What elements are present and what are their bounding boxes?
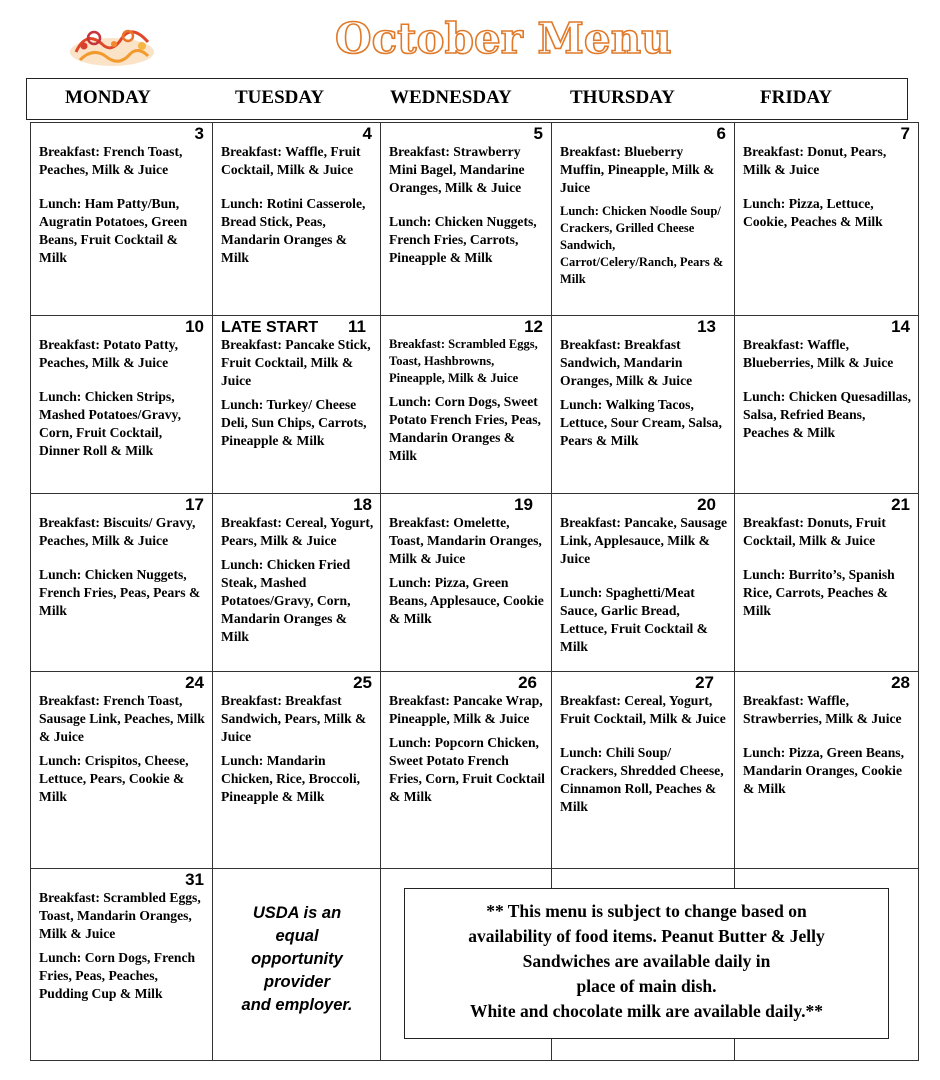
day-cell — [381, 672, 552, 869]
date-number: 4 — [362, 124, 372, 143]
day-cell — [735, 494, 919, 672]
date-number: 19 — [514, 495, 533, 514]
date-number: 3 — [194, 124, 204, 143]
date-number: 27 — [695, 673, 714, 692]
date-number: 10 — [185, 317, 204, 336]
usda-line: equal — [275, 927, 319, 945]
date-number: 7 — [900, 124, 910, 143]
day-cell — [213, 123, 381, 316]
usda-line: USDA is an — [252, 904, 342, 922]
weekday-header — [26, 78, 908, 120]
usda-line: and employer. — [241, 996, 353, 1014]
breakfast-text: Breakfast: Cereal, Yogurt, Pears, Milk & Juice — [221, 515, 374, 548]
breakfast-text: Breakfast: Strawberry Mini Bagel, Mandarine Oranges, Milk & Juice — [389, 144, 525, 195]
day-cell — [735, 672, 919, 869]
breakfast-text: Breakfast: Breakfast Sandwich, Pears, Milk & Juice — [221, 693, 367, 744]
lunch-text: Lunch: Chicken Quesadillas, Salsa, Refried Beans, Peaches & Milk — [743, 389, 912, 440]
breakfast-text: Breakfast: Donut, Pears, Milk & Juice — [743, 144, 887, 177]
notice-line: Sandwiches are available daily in — [522, 951, 771, 971]
date-number: 24 — [185, 673, 204, 692]
lunch-text: Lunch: Chicken Nuggets, French Fries, Carrots, Pineapple & Milk — [389, 214, 537, 265]
day-cell — [552, 494, 735, 672]
lunch-text: Lunch: Corn Dogs, Sweet Potato French Fries, Peas, Mandarin Oranges & Milk — [389, 394, 541, 463]
breakfast-text: Breakfast: Omelette, Toast, Mandarin Oranges, Milk & Juice — [389, 515, 542, 566]
day-cell — [552, 672, 735, 869]
breakfast-text: Breakfast: Pancake Stick, Fruit Cocktail, Milk & Juice — [221, 337, 371, 388]
date-number: 12 — [524, 317, 543, 336]
date-number: 5 — [533, 124, 543, 143]
usda-statement — [212, 902, 382, 1017]
day-cell — [381, 123, 552, 316]
date-number: 31 — [185, 870, 204, 889]
lunch-text: Lunch: Pizza, Green Beans, Mandarin Oranges, Cookie & Milk — [743, 745, 904, 796]
day-wednesday: WEDNESDAY — [390, 87, 512, 108]
day-cell — [381, 494, 552, 672]
date-number: 20 — [697, 495, 716, 514]
date-number: 26 — [518, 673, 537, 692]
day-cell — [31, 316, 213, 494]
breakfast-text: Breakfast: Pancake Wrap, Pineapple, Milk & Juice — [389, 693, 543, 726]
lunch-text: Lunch: Popcorn Chicken, Sweet Potato French Fries, Corn, Fruit Cocktail & Milk — [389, 735, 545, 804]
breakfast-text: Breakfast: Cereal, Yogurt, Fruit Cocktail, Milk & Juice — [560, 693, 726, 726]
day-cell — [552, 123, 735, 316]
day-cell — [735, 123, 919, 316]
lunch-text: Lunch: Rotini Casserole, Bread Stick, Peas, Mandarin Oranges & Milk — [221, 196, 366, 265]
day-cell — [381, 316, 552, 494]
breakfast-text: Breakfast: Blueberry Muffin, Pineapple, Milk & Juice — [560, 144, 715, 195]
lunch-text: Lunch: Crispitos, Cheese, Lettuce, Pears, Cookie & Milk — [39, 753, 189, 804]
late-start-note: LATE START — [221, 319, 319, 336]
date-number: 18 — [353, 495, 372, 514]
lunch-text: Lunch: Mandarin Chicken, Rice, Broccoli, Pineapple & Milk — [221, 753, 361, 804]
lunch-text: Lunch: Walking Tacos, Lettuce, Sour Cream, Salsa, Pears & Milk — [560, 397, 722, 448]
date-number: 17 — [185, 495, 204, 514]
lunch-text: Lunch: Chili Soup/ Crackers, Shredded Cheese, Cinnamon Roll, Peaches & Milk — [560, 745, 724, 814]
day-cell — [213, 494, 381, 672]
breakfast-text: Breakfast: Breakfast Sandwich, Mandarin Oranges, Milk & Juice — [560, 337, 693, 388]
date-number: 14 — [891, 317, 910, 336]
lunch-text: Lunch: Ham Patty/Bun, Augratin Potatoes, Green Beans, Fruit Cocktail & Milk — [39, 196, 188, 265]
notice-line: availability of food items. Peanut Butter & Jelly — [468, 926, 825, 946]
day-thursday: THURSDAY — [570, 87, 675, 108]
day-cell — [735, 316, 919, 494]
day-cell — [213, 316, 381, 494]
page-title: October Menu — [335, 14, 672, 63]
lunch-text: Lunch: Chicken Nuggets, French Fries, Peas, Pears & Milk — [39, 567, 201, 618]
lunch-text: Lunch: Spaghetti/Meat Sauce, Garlic Bread, Lettuce, Fruit Cocktail & Milk — [560, 585, 708, 654]
lunch-text: Lunch: Pizza, Lettuce, Cookie, Peaches & Milk — [743, 196, 883, 229]
lunch-text: Lunch: Chicken Fried Steak, Mashed Potatoes/Gravy, Corn, Mandarin Oranges & Milk — [221, 557, 351, 644]
day-cell — [31, 123, 213, 316]
lunch-text: Lunch: Corn Dogs, French Fries, Peas, Peaches, Pudding Cup & Milk — [39, 950, 196, 1001]
date-number: 21 — [891, 495, 910, 514]
breakfast-text: Breakfast: Potato Patty, Peaches, Milk & Juice — [39, 337, 179, 370]
breakfast-text: Breakfast: Biscuits/ Gravy, Peaches, Milk & Juice — [39, 515, 196, 548]
lunch-text: Lunch: Burrito’s, Spanish Rice, Carrots, Peaches & Milk — [743, 567, 895, 618]
breakfast-text: Breakfast: Scrambled Eggs, Toast, Hashbrowns, Pineapple, Milk & Juice — [389, 337, 538, 385]
day-cell — [31, 869, 213, 1061]
date-number: 28 — [891, 673, 910, 692]
date-number: 25 — [353, 673, 372, 692]
day-cell — [31, 494, 213, 672]
day-monday: MONDAY — [65, 87, 151, 108]
notice-line: White and chocolate milk are available daily.** — [469, 1001, 824, 1021]
date-number: 6 — [716, 124, 726, 143]
notice-line: ** This menu is subject to change based on — [486, 901, 807, 921]
day-cell — [552, 316, 735, 494]
breakfast-text: Breakfast: French Toast, Sausage Link, Peaches, Milk & Juice — [39, 693, 205, 744]
menu-notice-box — [404, 888, 889, 1039]
date-number: 11 — [348, 317, 366, 336]
breakfast-text: Breakfast: Donuts, Fruit Cocktail, Milk & Juice — [743, 515, 886, 548]
breakfast-text: Breakfast: Scrambled Eggs, Toast, Mandarin Oranges, Milk & Juice — [39, 890, 201, 941]
breakfast-text: Breakfast: Waffle, Strawberries, Milk & Juice — [743, 693, 902, 726]
breakfast-text: Breakfast: Pancake, Sausage Link, Applesauce, Milk & Juice — [560, 515, 728, 566]
breakfast-text: Breakfast: Waffle, Blueberries, Milk & Juice — [743, 337, 894, 370]
day-cell — [31, 672, 213, 869]
day-friday: FRIDAY — [760, 87, 833, 108]
notice-line: place of main dish. — [576, 976, 717, 996]
usda-line: opportunity — [251, 950, 343, 968]
lunch-text: Lunch: Chicken Noodle Soup/ Crackers, Grilled Cheese Sandwich, Carrot/Celery/Ranch, Pears & Milk — [560, 204, 724, 286]
day-cell — [213, 672, 381, 869]
lunch-text: Lunch: Pizza, Green Beans, Applesauce, Cookie & Milk — [389, 575, 544, 626]
date-number: 13 — [697, 317, 716, 336]
lunch-text: Lunch: Chicken Strips, Mashed Potatoes/Gravy, Corn, Fruit Cocktail, Dinner Roll & Milk — [39, 389, 181, 458]
breakfast-text: Breakfast: Waffle, Fruit Cocktail, Milk & Juice — [221, 144, 361, 177]
lunch-text: Lunch: Turkey/ Cheese Deli, Sun Chips, Carrots, Pineapple & Milk — [221, 397, 367, 448]
swirl-logo-icon — [66, 22, 158, 72]
day-tuesday: TUESDAY — [235, 87, 325, 108]
usda-line: provider — [263, 973, 331, 991]
breakfast-text: Breakfast: French Toast, Peaches, Milk & Juice — [39, 144, 183, 177]
